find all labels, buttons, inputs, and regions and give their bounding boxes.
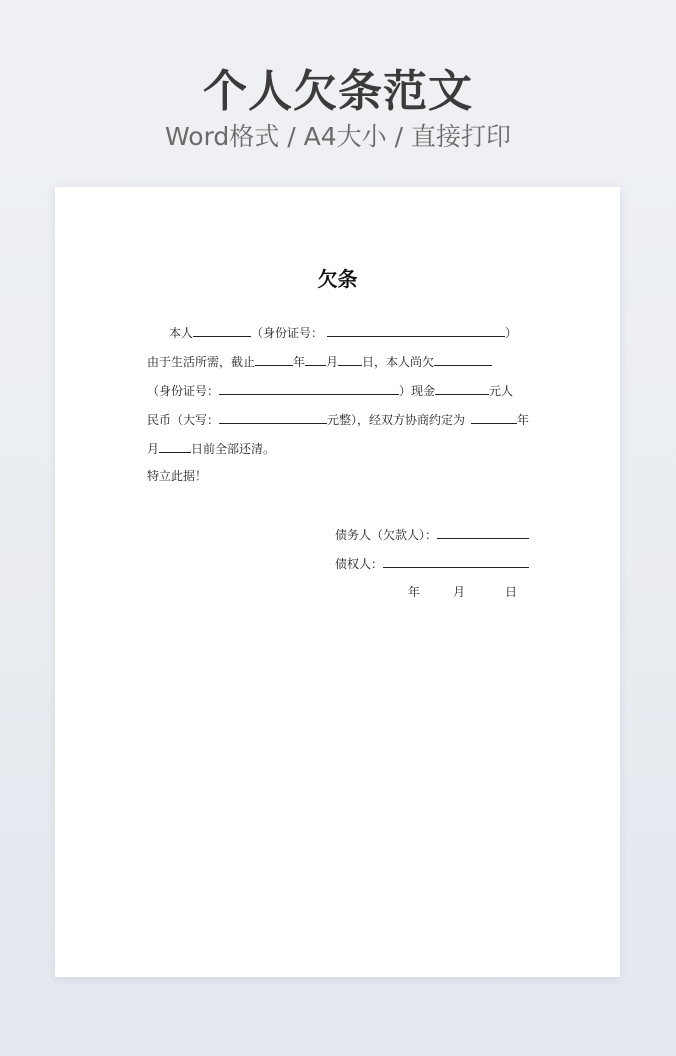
blank-field xyxy=(159,438,191,453)
blank-field xyxy=(437,524,529,539)
document-page xyxy=(55,187,620,977)
text-segment: （身份证号： xyxy=(251,326,324,340)
date-month-label: 月 xyxy=(453,585,466,599)
text-segment: ）现金 xyxy=(399,384,436,398)
text-segment: 年 xyxy=(293,355,306,369)
date-year-label: 年 xyxy=(408,585,421,599)
blank-field xyxy=(338,351,362,366)
text-segment: 月 xyxy=(326,355,339,369)
blank-field xyxy=(383,553,529,568)
text-segment: 月 xyxy=(147,442,160,456)
text-segment: 本人 xyxy=(169,326,194,340)
text-segment: （身份证号： xyxy=(147,384,220,398)
paragraph-line-1 xyxy=(169,322,517,342)
blank-field xyxy=(471,409,517,424)
blank-field xyxy=(219,380,399,395)
paragraph-line-6: 特立此据！ xyxy=(147,469,208,483)
blank-field xyxy=(219,409,327,424)
debtor-signature-line xyxy=(335,524,529,544)
blank-field xyxy=(305,351,326,366)
blank-field xyxy=(327,322,505,337)
blank-field xyxy=(193,322,251,337)
blank-field xyxy=(434,351,492,366)
text-segment: 年 xyxy=(517,413,530,427)
blank-field xyxy=(255,351,293,366)
page-subtitle: Word格式 / A4大小 / 直接打印 xyxy=(165,122,511,151)
paragraph-line-4 xyxy=(147,409,529,429)
date-day-label: 日 xyxy=(505,585,518,599)
paragraph-line-5 xyxy=(147,438,275,458)
page-title: 个人欠条范文 xyxy=(203,66,473,117)
document-heading: 欠条 xyxy=(317,267,358,291)
creditor-label: 债权人： xyxy=(334,557,383,571)
creditor-signature-line xyxy=(335,553,529,573)
debtor-label: 债务人（欠款人）： xyxy=(334,528,437,542)
paragraph-line-2 xyxy=(147,351,492,371)
text-segment: 日，本人尚欠 xyxy=(362,355,435,369)
text-segment: 由于生活所需，截止 xyxy=(147,355,256,369)
text-segment: 民币（大写： xyxy=(147,413,220,427)
text-segment: 元整），经双方协商约定为 xyxy=(327,413,466,427)
paragraph-line-3 xyxy=(147,380,513,400)
blank-field xyxy=(435,380,489,395)
text-segment: 日前全部还清。 xyxy=(191,442,276,456)
text-segment: 元人 xyxy=(489,384,514,398)
text-segment: ） xyxy=(505,326,518,340)
